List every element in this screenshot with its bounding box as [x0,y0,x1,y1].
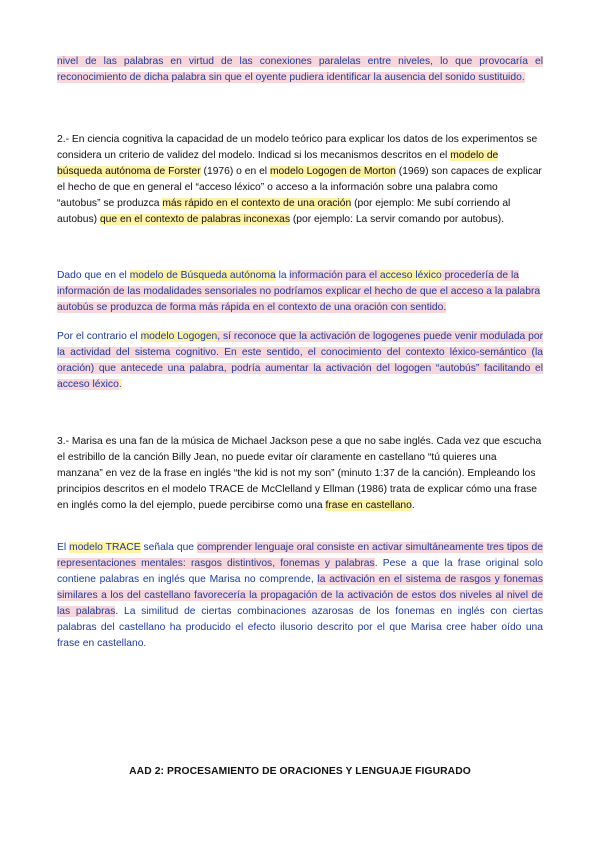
answer-2-autonomous-search [57,268,543,316]
highlighted-text: modelo Logogen de Morton [269,166,396,177]
text-segment: Por el contrario el [57,331,141,342]
text-segment: (por ejemplo: Me subí corriendo al autobus) [57,198,511,225]
text-segment: Dado que en el [57,270,130,281]
highlighted-text: procedería de la información de las modalidades sensoriales no podríamos explicar el hecho de que el acceso a la palabra autobús se produzca de forma más rápida en el contexto de una oración con sentido. [57,270,541,313]
text-segment: (1969) son capaces de explicar el hecho de que en general el “acceso léxico” o acceso a la información sobre una palabra como “autobus” se produzca [57,166,542,209]
question-3 [57,434,543,514]
answer-3-trace [57,540,543,652]
highlighted-text: más rápido en el contexto de una oración [162,198,352,209]
highlighted-text: información para el [289,270,380,281]
paragraph-continuation [57,54,543,86]
highlighted-text: . [118,379,122,390]
text-segment: 3.- Marisa es una fan de la música de Michael Jackson pese a que no sabe inglés. Cada vez que escucha el estribillo de la canción Billy Jean, no puede evitar oír claramente en castellano “tú quieres una manzana” en vez de la frase en inglés “the kid is not my son” (minuto 1:37 de la canción). Empleando los principios descritos en el modelo TRACE de McClelland y Ellman (1986) trata de explicar cómo una frase en inglés como la del ejemplo, puede percibirse como una [57,436,542,511]
highlighted-text: modelo Logogen [140,331,218,342]
highlighted-text: frase en castellano [325,500,412,511]
question-2 [57,132,543,228]
section-title: AAD 2: PROCESAMIENTO DE ORACIONES Y LENGUAJE FIGURADO [129,766,471,777]
text-segment: (por ejemplo: La servir comando por autobus). [290,214,505,225]
text-segment: El [57,542,70,553]
highlighted-text: la activación en el sistema de rasgos y fonemas similares a los del castellano favorecería la propagación de la activación de estos dos niveles al nivel de las palabras [57,574,543,617]
highlighted-text: acceso léxico [379,270,442,281]
highlighted-text: modelo de búsqueda autónoma de Forster [57,150,499,177]
text-segment: (1976) o en el [200,166,270,177]
highlighted-text: modelo TRACE [69,542,141,553]
text-segment: 2.- En ciencia cognitiva la capacidad de un modelo teórico para explicar los datos de los experimentos se considera un criterio de validez del modelo. Indicad si los mecanismos descritos en el [57,134,538,161]
text-segment: la [275,270,290,281]
text-segment: . [411,500,415,511]
highlighted-text: , sí reconoce que la activación de logogenes puede venir modulada por la actividad del sistema cognitivo. En este sentido, el conocimiento del contexto léxico-semántico (la oración) que antecede una palabra, podría aumentar la activación del logogen “autobús” facilitando el acceso léxico [57,331,544,390]
text-segment: . La similitud de ciertas combinaciones azarosas de los fonemas en inglés con ciertas palabras del castellano ha producido el efecto ilusorio descrito por el que Marisa cree haber oído una frase en castellano. [57,606,543,649]
answer-2-logogen [57,329,543,393]
highlighted-text: modelo de Búsqueda autónoma [129,270,276,281]
highlighted-text: comprender lenguaje oral consiste en activar simultáneamente tres tipos de representaciones mentales: rasgos distintivos, fonemas y palabras [57,542,543,569]
highlighted-text: que en el contexto de palabras inconexas [99,214,290,225]
text-segment: señala que [140,542,197,553]
highlighted-text: nivel de las palabras en virtud de las conexiones paralelas entre niveles, lo que provocaría el reconocimiento de dicha palabra sin que el oyente pudiera identificar la ausencia del sonido sustituido. [57,56,543,83]
text-segment: . Pese a que la frase original solo contiene palabras en inglés que Marisa no comprende, [57,558,543,585]
